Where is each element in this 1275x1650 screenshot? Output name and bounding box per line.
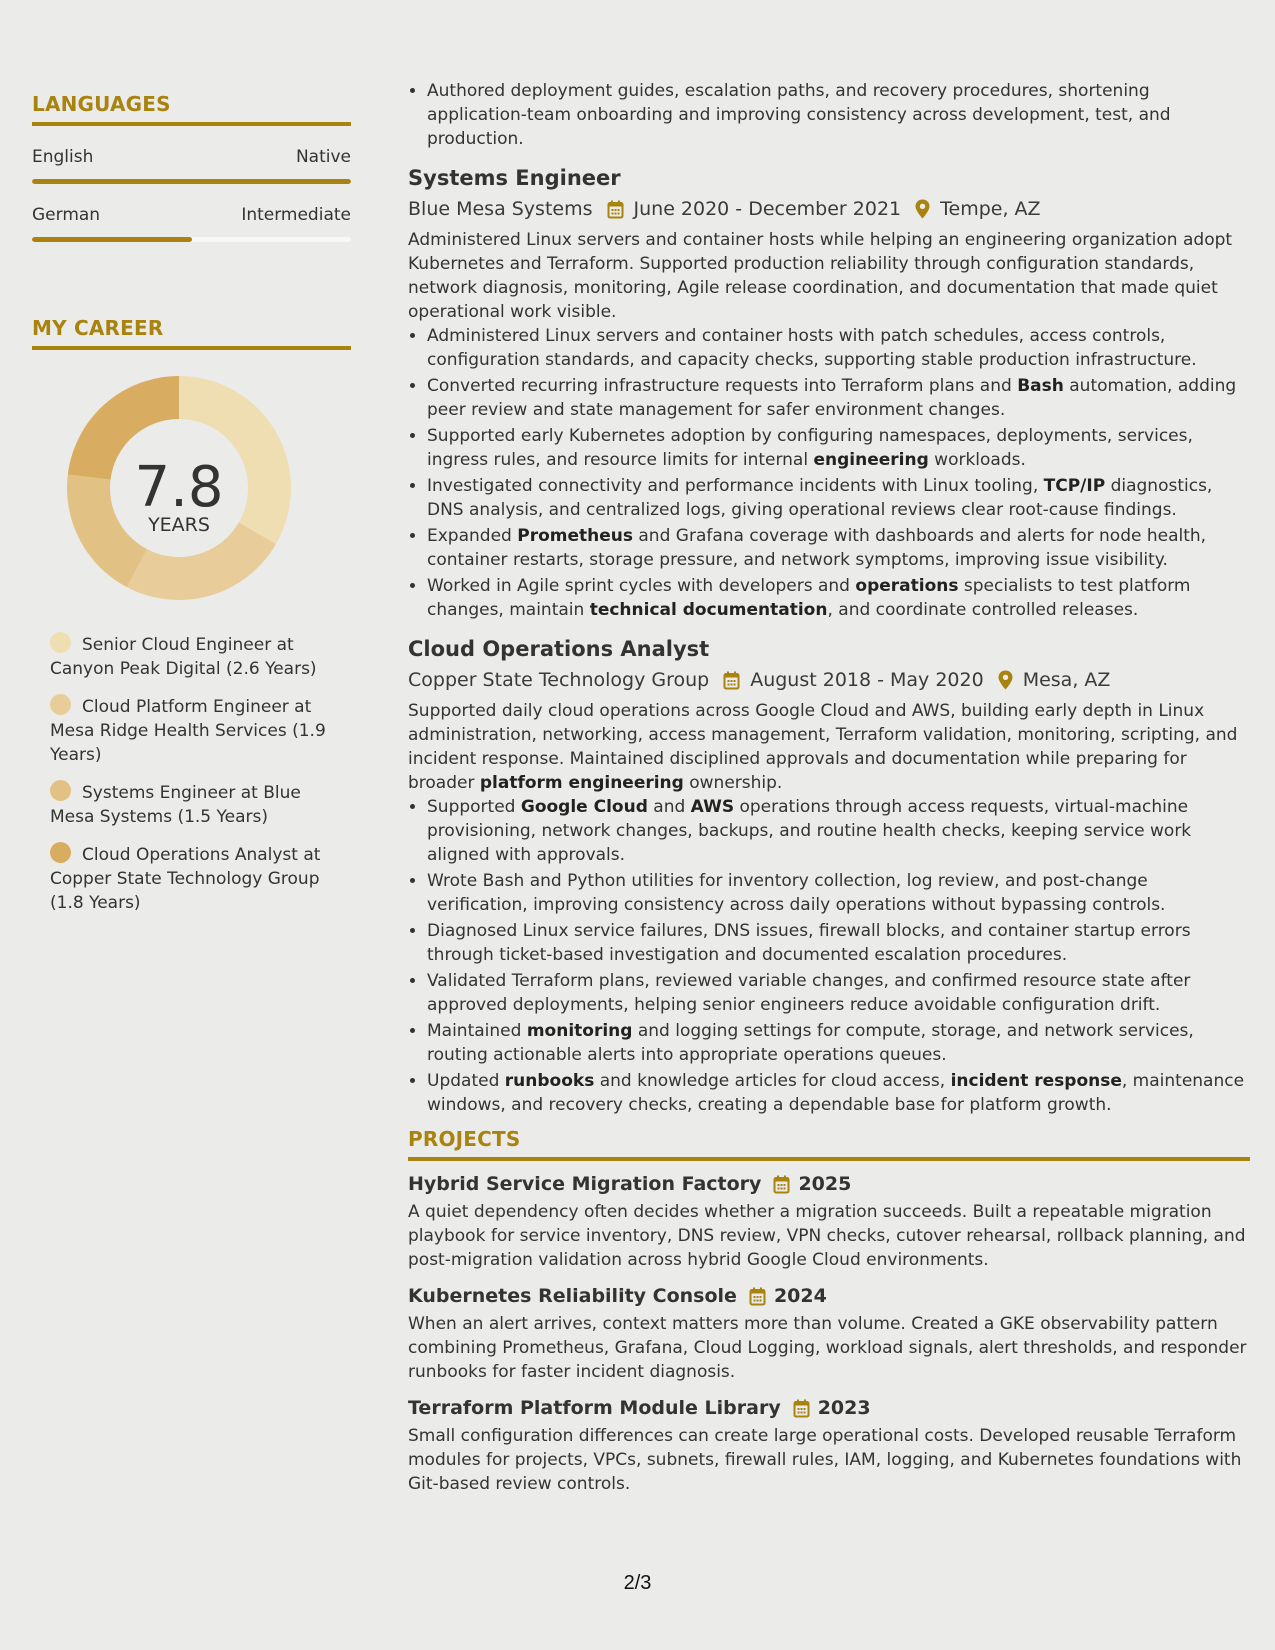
career-legend xyxy=(32,632,351,915)
language-name: German xyxy=(32,205,101,225)
job-bullets xyxy=(408,795,1250,1117)
bullet-text-2: and Grafana coverage with dashboards and alerts for node health, container restarts, storage pressure, and network symptoms, improving issue visibility. xyxy=(427,526,1207,570)
calendar-icon xyxy=(749,1287,766,1306)
project-name: Hybrid Service Migration Factory xyxy=(408,1173,762,1195)
language-row xyxy=(32,146,351,168)
legend-dot-icon xyxy=(50,780,71,801)
career-legend-label: Senior Cloud Engineer at Canyon Peak Digital (2.6 Years) xyxy=(50,635,317,679)
job-summary-text-2: ownership. xyxy=(683,773,783,793)
project-entry xyxy=(408,1395,1250,1496)
calendar-icon xyxy=(607,200,624,219)
bullet-text-4: , and coordinate controlled releases. xyxy=(827,600,1139,620)
bullet-text-2: automation, adding peer review and state management for safer environment changes. xyxy=(427,376,1237,420)
language-level: Intermediate xyxy=(241,205,351,225)
language-level: Native xyxy=(295,147,351,167)
bullet-text-2: diagnostics, DNS analysis, and centralized logs, giving operational reviews clear root-cause findings. xyxy=(427,476,1213,520)
job-location: Mesa, AZ xyxy=(1022,669,1111,691)
bullet-bold-1: Google Cloud xyxy=(520,797,648,817)
job-bullet xyxy=(427,969,1250,1017)
career-donut-chart xyxy=(32,362,351,622)
project-entry xyxy=(408,1171,1250,1272)
map-pin-icon xyxy=(915,199,930,219)
career-heading: MY CAREER xyxy=(32,316,351,350)
bullet-text-0: Converted recurring infrastructure requests into Terraform plans and xyxy=(427,376,1018,396)
job-bullet xyxy=(427,324,1250,372)
job-company: Blue Mesa Systems xyxy=(408,198,593,220)
bullet-bold-3: technical documentation xyxy=(589,600,828,620)
bullet-bold-1: engineering xyxy=(813,450,929,470)
calendar-icon xyxy=(773,1175,790,1194)
experience-bullet: • Authored deployment guides, escalation paths, and recovery procedures, shortening application-team onboarding and improving consistency across development, test, and production. xyxy=(427,79,1250,151)
project-header xyxy=(408,1395,1250,1421)
language-proficiency-fill xyxy=(32,179,351,184)
job-bullet xyxy=(427,524,1250,572)
language-item xyxy=(32,146,351,184)
bullet-text-0: Worked in Agile sprint cycles with developers and xyxy=(427,576,856,596)
bullet-text-2: and knowledge articles for cloud access, xyxy=(594,1071,951,1091)
project-year: 2023 xyxy=(817,1397,871,1419)
career-legend-label: Cloud Platform Engineer at Mesa Ridge Health Services (1.9 Years) xyxy=(50,697,326,765)
project-description: A quiet dependency often decides whether a migration succeeds. Built a repeatable migration playbook for service inventory, DNS review, VPN checks, cutover rehearsal, rollback planning, and post-migration validation across hybrid Google Cloud environments. xyxy=(408,1202,1246,1270)
project-name: Terraform Platform Module Library xyxy=(408,1397,781,1419)
career-legend-item xyxy=(50,632,340,681)
bullet-bold-1: TCP/IP xyxy=(1043,476,1106,496)
bullet-bold-1: monitoring xyxy=(526,1021,633,1041)
job-bullet xyxy=(427,374,1250,422)
bullet-bold-1: Bash xyxy=(1017,376,1064,396)
bullet-bold-1: runbooks xyxy=(504,1071,595,1091)
legend-dot-icon xyxy=(50,694,71,715)
page-number: 2/3 xyxy=(623,1572,652,1594)
bullet-text-0: Diagnosed Linux service failures, DNS issues, firewall blocks, and container startup errors through ticket-based investigation and documented escalation procedures. xyxy=(427,921,1191,965)
project-year: 2024 xyxy=(773,1285,827,1307)
bullet-text-4: , maintenance windows, and recovery checks, creating a dependable base for platform growth. xyxy=(427,1071,1245,1115)
job-bullet xyxy=(427,474,1250,522)
bullet-text-0: Validated Terraform plans, reviewed variable changes, and confirmed resource state after approved deployments, helping senior engineers reduce avoidable configuration drift. xyxy=(427,971,1191,1015)
career-donut-svg xyxy=(32,362,351,622)
project-description: Small configuration differences can create large operational costs. Developed reusable Terraform modules for projects, VPCs, subnets, firewall rules, IAM, logging, and Kubernetes foundations with Git-based review controls. xyxy=(408,1426,1242,1494)
career-legend-label: Systems Engineer at Blue Mesa Systems (1.5 Years) xyxy=(50,783,301,827)
language-proficiency-fill xyxy=(32,237,192,242)
project-header xyxy=(408,1171,1250,1197)
bullet-text-0: Supported early Kubernetes adoption by configuring namespaces, deployments, services, ingress rules, and resource limits for internal xyxy=(427,426,1193,470)
language-proficiency-bar xyxy=(32,179,351,184)
calendar-icon xyxy=(793,1399,810,1418)
left-column xyxy=(32,92,351,928)
bullet-text-0: Expanded xyxy=(427,526,518,546)
job-company: Copper State Technology Group xyxy=(408,669,710,691)
bullet-text-2: and logging settings for compute, storage, and network services, routing actionable alerts into appropriate operations queues. xyxy=(427,1021,1194,1065)
bullet-text-0: Supported xyxy=(427,797,521,817)
bullet-text-2: workloads. xyxy=(928,450,1026,470)
career-legend-item xyxy=(50,780,340,829)
job-summary: Administered Linux servers and container hosts while helping an engineering organization adopt Kubernetes and Terraform. Supported production reliability through configuration standards, network diagnosis, monitoring, Agile release coordination, and documentation that made quiet operational work visible. xyxy=(408,230,1233,322)
language-proficiency-bar xyxy=(32,237,351,242)
bullet-text-0: Maintained xyxy=(427,1021,527,1041)
job-bullets xyxy=(408,324,1250,622)
job-dates: June 2020 - December 2021 xyxy=(633,198,902,220)
languages-heading: LANGUAGES xyxy=(32,92,351,126)
job-bullet xyxy=(427,574,1250,622)
job-title: Systems Engineer xyxy=(408,166,621,190)
bullet-text-0: Updated xyxy=(427,1071,505,1091)
job-entry xyxy=(408,165,1250,622)
bullet-bold-1: Prometheus xyxy=(517,526,633,546)
bullet-bold-1: operations xyxy=(855,576,959,596)
bullet-text-0: Administered Linux servers and container hosts with patch schedules, access controls, configuration standards, and capacity checks, supporting stable production infrastructure. xyxy=(427,326,1197,370)
bullet-text-2: specialists to test platform changes, maintain xyxy=(427,576,1191,620)
career-total-unit: YEARS xyxy=(148,514,210,536)
legend-dot-icon xyxy=(50,842,71,863)
job-summary-bold-1: platform engineering xyxy=(479,773,684,793)
project-header xyxy=(408,1283,1250,1309)
language-item xyxy=(32,204,351,242)
project-description: When an alert arrives, context matters more than volume. Created a GKE observability pattern combining Prometheus, Grafana, Cloud Logging, workload signals, alert thresholds, and responder runbooks for faster incident diagnosis. xyxy=(408,1314,1247,1382)
calendar-icon xyxy=(723,671,740,690)
job-bullet xyxy=(427,869,1250,917)
language-name: English xyxy=(32,147,94,167)
bullet-bold-3: incident response xyxy=(950,1071,1122,1091)
career-legend-item xyxy=(50,694,340,767)
bullet-text-2: and xyxy=(647,797,691,817)
bullet-text-0: Wrote Bash and Python utilities for inventory collection, log review, and post-change verification, improving consistency across daily operations without bypassing controls. xyxy=(427,871,1166,915)
bullet-bold-3: AWS xyxy=(690,797,735,817)
project-year: 2025 xyxy=(798,1173,852,1195)
job-summary-text-0: Supported daily cloud operations across Google Cloud and AWS, building early depth in Linux administration, networking, access management, Terraform validation, monitoring, scripting, and incident response. Maintained disciplined approvals and documentation while preparing for broader xyxy=(408,701,1238,793)
career-legend-item xyxy=(50,842,340,915)
map-pin-icon xyxy=(998,670,1013,690)
projects-heading: PROJECTS xyxy=(408,1127,1250,1161)
job-entry xyxy=(408,636,1250,1117)
project-name: Kubernetes Reliability Console xyxy=(408,1285,737,1307)
languages-list xyxy=(32,146,351,242)
job-dates: August 2018 - May 2020 xyxy=(750,669,984,691)
right-column xyxy=(408,79,1250,1507)
job-bullet xyxy=(427,424,1250,472)
job-bullet xyxy=(427,1069,1250,1117)
carryover-bullets xyxy=(408,79,1250,151)
project-entry xyxy=(408,1283,1250,1384)
legend-dot-icon xyxy=(50,632,71,653)
career-total-value: 7.8 xyxy=(134,455,224,520)
job-location: Tempe, AZ xyxy=(940,198,1041,220)
job-meta xyxy=(408,667,1250,693)
job-bullet xyxy=(427,795,1250,867)
job-bullet xyxy=(427,1019,1250,1067)
job-summary xyxy=(408,699,1250,795)
job-title: Cloud Operations Analyst xyxy=(408,637,710,661)
projects-list xyxy=(408,1171,1250,1496)
career-legend-label: Cloud Operations Analyst at Copper State Technology Group (1.8 Years) xyxy=(50,845,321,913)
language-row xyxy=(32,204,351,226)
bullet-text-4: operations through access requests, virtual-machine provisioning, network changes, backups, and routine health checks, keeping service work aligned with approvals. xyxy=(427,797,1192,865)
bullet-text-0: Investigated connectivity and performance incidents with Linux tooling, xyxy=(427,476,1044,496)
job-bullet xyxy=(427,919,1250,967)
job-meta xyxy=(408,196,1250,222)
experience-list xyxy=(408,165,1250,1117)
